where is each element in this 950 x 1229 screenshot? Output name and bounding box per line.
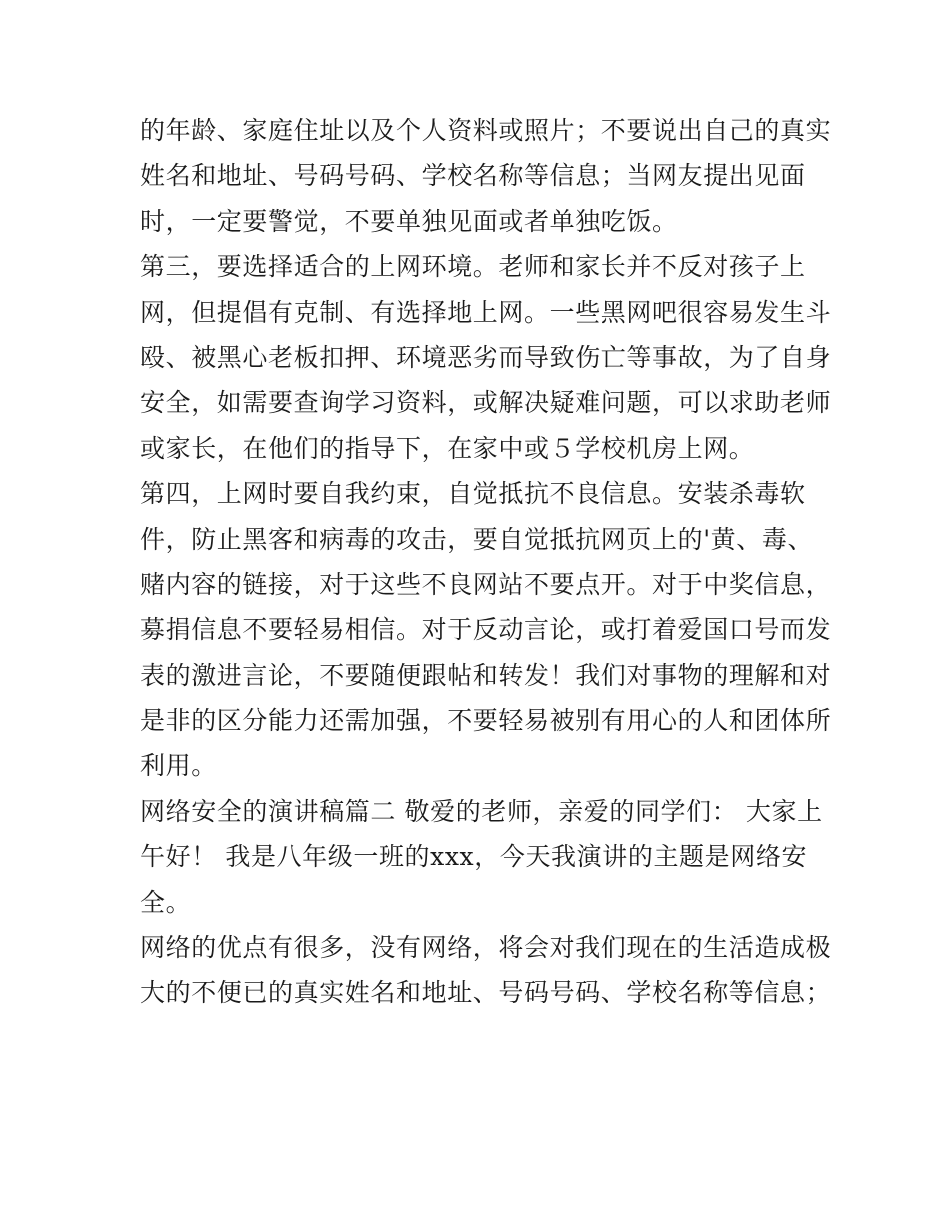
text-line: 是非的区分能力还需加强，不要轻易被别有用心的人和团体所 (140, 706, 832, 736)
text-line: 或家长，在他们的指导下，在家中或５学校机房上网。 (140, 433, 755, 463)
text-line: 网络的优点有很多，没有网络，将会对我们现在的生活造成极 (140, 933, 832, 963)
text-line: 表的激进言论，不要随便跟帖和转发！我们对事物的理解和对 (140, 660, 832, 690)
text-line: 姓名和地址、号码号码、学校名称等信息；当网友提出见面 (140, 161, 806, 191)
body-text (140, 108, 832, 1016)
text-line: 的年龄、家庭住址以及个人资料或照片；不要说出自己的真实 (140, 116, 832, 145)
text-line: 大的不便已的真实姓名和地址、号码号码、学校名称等信息； (140, 978, 832, 1008)
text-line: 利用。 (140, 751, 217, 781)
text-line: 时，一定要警觉，不要单独见面或者单独吃饭。 (140, 206, 678, 236)
text-line: 殴、被黑心老板扣押、环境恶劣而导致伤亡等事故，为了自身 (140, 342, 832, 372)
text-line: 募捐信息不要轻易相信。对于反动言论，或打着爱国口号而发 (140, 615, 832, 645)
text-line: 网络安全的演讲稿篇二 敬爱的老师，亲爱的同学们： 大家上 (140, 796, 823, 826)
text-line: 第三，要选择适合的上网环境。老师和家长并不反对孩子上 (140, 252, 806, 282)
text-line: 安全，如需要查询学习资料，或解决疑难问题，可以求助老师 (140, 388, 832, 418)
text-line: 件，防止黑客和病毒的攻击，要自觉抵抗网页上的'黄、毒、 (140, 524, 814, 554)
text-line: 第四，上网时要自我约束，自觉抵抗不良信息。安装杀毒软 (140, 479, 806, 509)
text-line: 赌内容的链接，对于这些不良网站不要点开。对于中奖信息， (140, 569, 832, 599)
text-line: 午好！ 我是八年级一班的xxx，今天我演讲的主题是网络安 (140, 842, 808, 872)
text-line: 网，但提倡有克制、有选择地上网。一些黑网吧很容易发生斗 (140, 297, 832, 327)
text-line: 全。 (140, 887, 192, 917)
